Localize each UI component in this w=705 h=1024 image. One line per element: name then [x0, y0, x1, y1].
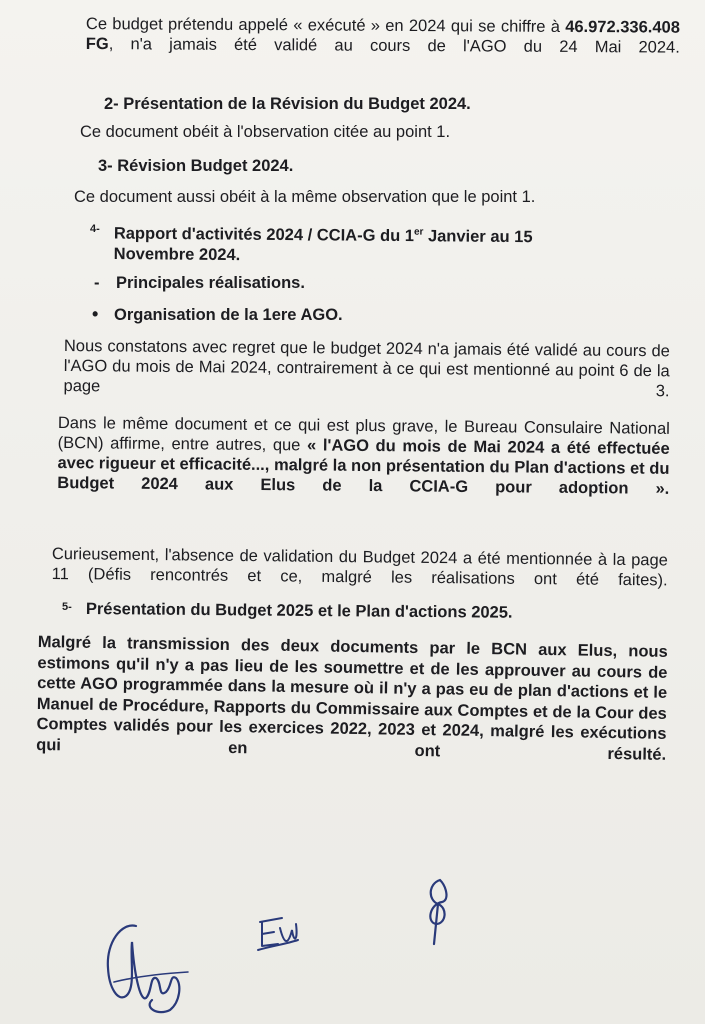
- budget-amount: 46.972.336.408 FG: [85, 17, 680, 54]
- section-4-heading-sup: er: [413, 226, 424, 238]
- section-5-heading: Présentation du Budget 2025 et le Plan d'actions 2025.: [85, 599, 513, 622]
- section-2-body: Ce document obéit à l'observation citée au point 1.: [80, 123, 451, 141]
- paragraph-bcn-text: Dans le même document et ce qui est plus grave, le Bureau Consulaire National (BCN) affirme, entre autres, que: [57, 413, 670, 455]
- bullet-organisation-ago: Organisation de la 1ere AGO.: [114, 306, 343, 324]
- paragraph-bcn-quote: « l'AGO du mois de Mai 2024 a été effectuée avec rigueur et efficacité..., malgré la non présentation du Plan d'actions et du Budget 2024 aux Elus de la CCIA-G pour adoption ».: [57, 436, 670, 498]
- section-2-heading: 2- Présentation de la Révision du Budget 2024.: [104, 95, 471, 113]
- signature-middle: [252, 910, 302, 956]
- intro-text: Ce budget prétendu appelé « exécuté » en 2024 qui se chiffre à: [85, 14, 566, 36]
- section-3-body: Ce document aussi obéit à la même observation que le point 1.: [74, 188, 536, 206]
- section-4-heading-line2: Novembre 2024.: [113, 244, 241, 264]
- intro-paragraph: [86, 14, 680, 58]
- section-4-heading: [114, 220, 674, 268]
- bullet-dot-marker: •: [92, 304, 99, 324]
- bullet-dash-marker: -: [94, 274, 100, 292]
- section-5-number: 5-: [62, 601, 72, 613]
- section-3-heading: 3- Révision Budget 2024.: [98, 157, 294, 175]
- section-4-heading-text-2: Janvier au 15: [423, 227, 533, 247]
- paragraph-curieusement: Curieusement, l'absence de validation du Budget 2024 a été mentionnée à la page 11 (Défis rencontrés et ce, malgré les réalisations ont été faites).: [51, 544, 668, 590]
- paragraph-bcn-affirmation: [57, 413, 670, 499]
- section-5-body: Malgré la transmission des deux documents par le BCN aux Elus, nous estimons qu'il n'y a pas lieu de les soumettre et de les approuver au cours de cette AGO programmée dans la mesure où il n'y a pas eu de plan d'actions et le Manuel de Procédure, Rapports du Commissaire aux Comptes et de la Cour des Comptes validés pour les exercices 2022, 2023 et 2024, malgré les exécutions qui en ont résulté.: [36, 632, 668, 764]
- bullet-principales-realisations: Principales réalisations.: [116, 274, 305, 292]
- paragraph-constat: Nous constatons avec regret que le budget 2024 n'a jamais été validé au cours de l'AGO du mois de Mai 2024, contrairement à ce qui est mentionné au point 6 de la page 3.: [63, 336, 670, 401]
- signature-left: [96, 912, 196, 1016]
- signature-right: [418, 874, 458, 948]
- intro-text-end: , n'a jamais été validé au cours de l'AGO du 24 Mai 2024.: [108, 35, 680, 57]
- section-4-heading-text: Rapport d'activités 2024 / CCIA-G du 1: [113, 224, 415, 246]
- section-4-number: 4-: [90, 223, 100, 235]
